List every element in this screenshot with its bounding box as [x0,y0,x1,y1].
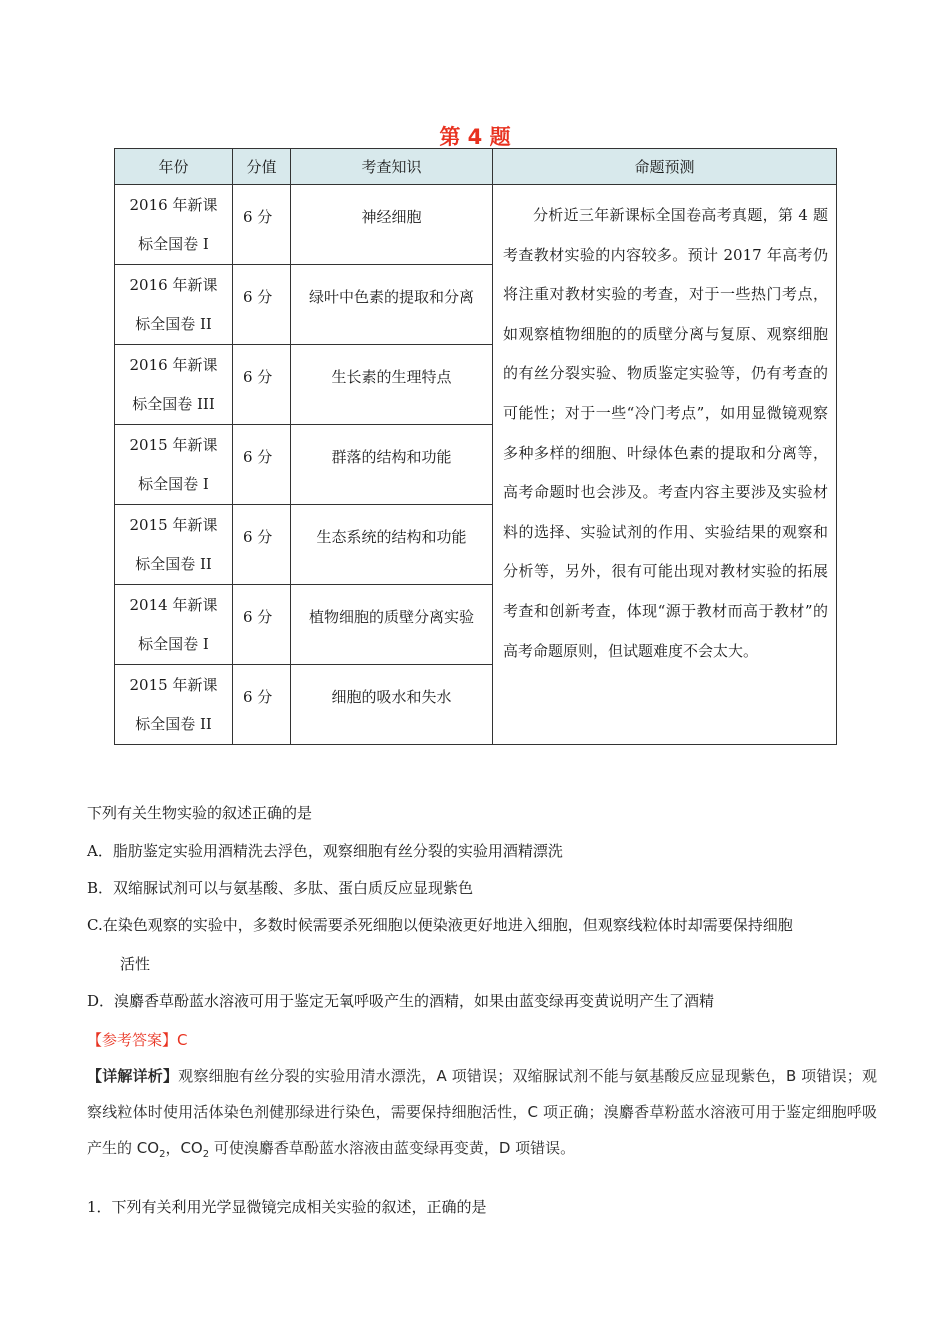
year-cell: 2014 年新课 标全国卷 I [115,585,233,665]
analysis-text-2: ，CO [165,1139,203,1157]
topic-cell: 植物细胞的质壁分离实验 [291,585,493,665]
reference-answer [87,1029,188,1050]
year-cell: 2015 年新课 标全国卷 II [115,505,233,585]
page-title: 第 4 题 [439,125,511,149]
prediction-cell: 分析近三年新课标全国卷高考真题，第 4 题考查教材实验的内容较多。预计 2017 年高考仍将注重对教材实验的考查，对于一些热门考点，如观察植物细胞的的质壁分离与复原、观察细胞的有丝分裂实验、物质鉴定实验等，仍有考查的可能性；对于一些“冷门考点”，如用显微镜观察多种多样的细胞、叶绿体色素的提取和分离等，高考命题时也会涉及。考查内容主要涉及实验材料的选择、实验试剂的作用、实验结果的观察和分析等，另外，很有可能出现对教材实验的拓展考查和创新考查，体现“源于教材而高于教材”的高考命题原则，但试题难度不会太大。 [493,185,837,745]
year-cell: 2015 年新课 标全国卷 I [115,425,233,505]
year-cell: 2016 年新课 标全国卷 I [115,185,233,265]
year-cell: 2015 年新课 标全国卷 II [115,665,233,745]
analysis-label: 【详解详析】 [87,1067,179,1085]
score-cell: 6 分 [233,505,291,585]
option-a: A．脂肪鉴定实验用酒精洗去浮色，观察细胞有丝分裂的实验用酒精漂洗 [87,842,563,860]
question-stem: 下列有关生物实验的叙述正确的是 [87,804,313,822]
next-question-stem: 1．下列有关利用光学显微镜完成相关实验的叙述，正确的是 [87,1198,487,1216]
exam-analysis-table [114,148,837,745]
topic-cell: 生长素的生理特点 [291,345,493,425]
header-score: 分值 [233,149,291,185]
answer-label: 【参考答案】 [87,1031,178,1049]
year-cell: 2016 年新课 标全国卷 III [115,345,233,425]
topic-cell: 绿叶中色素的提取和分离 [291,265,493,345]
detailed-analysis [87,1058,877,1173]
answer-value: C [177,1031,188,1049]
analysis-sub-1: 2 [159,1149,166,1160]
score-cell: 6 分 [233,345,291,425]
option-d: D．溴麝香草酚蓝水溶液可用于鉴定无氧呼吸产生的酒精，如果由蓝变绿再变黄说明产生了酒精 [87,992,715,1010]
header-prediction: 命题预测 [493,149,837,185]
header-topic: 考查知识 [291,149,493,185]
topic-cell: 神经细胞 [291,185,493,265]
header-year: 年份 [115,149,233,185]
option-b: B．双缩脲试剂可以与氨基酸、多肽、蛋白质反应显现紫色 [87,879,474,897]
score-cell: 6 分 [233,425,291,505]
topic-cell: 细胞的吸水和失水 [291,665,493,745]
option-c-continuation: 活性 [120,955,151,973]
score-cell: 6 分 [233,185,291,265]
analysis-text-3: 可使溴麝香草酚蓝水溶液由蓝变绿再变黄，D 项错误。 [209,1139,576,1157]
table-header-row [115,149,837,185]
score-cell: 6 分 [233,665,291,745]
score-cell: 6 分 [233,265,291,345]
table-row [115,185,837,265]
topic-cell: 群落的结构和功能 [291,425,493,505]
year-cell: 2016 年新课 标全国卷 II [115,265,233,345]
analysis-text-1: 观察细胞有丝分裂的实验用清水漂洗，A 项错误；双缩脲试剂不能与氨基酸反应显现紫色，B 项错误；观察线粒体时使用活体染色剂健那绿进行染色，需要保持细胞活性，C 项正确；溴麝香草粉蓝水溶液可用于鉴定细胞呼吸产生的 CO [87,1067,877,1157]
topic-cell: 生态系统的结构和功能 [291,505,493,585]
score-cell: 6 分 [233,585,291,665]
option-c: C.在染色观察的实验中，多数时候需要杀死细胞以便染液更好地进入细胞，但观察线粒体时却需要保持细胞 [87,916,793,934]
analysis-sub-2: 2 [202,1149,210,1160]
